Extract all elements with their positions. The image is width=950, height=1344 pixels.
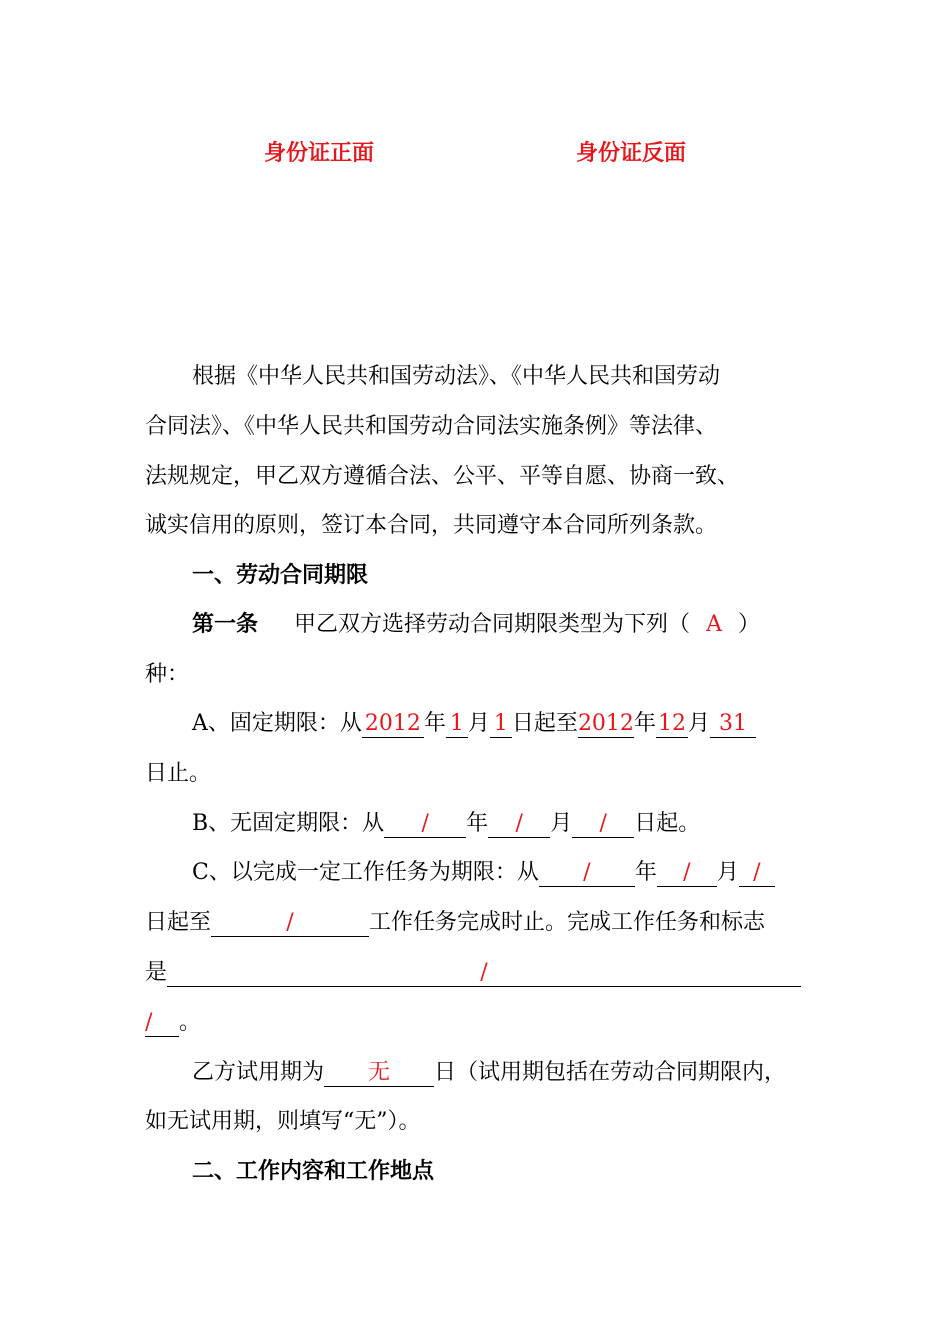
option-a-line-1 — [192, 709, 756, 739]
c-marker-field: / — [167, 960, 801, 987]
option-b-prefix: B、无固定期限：从 — [192, 811, 385, 836]
c-day-field: / — [739, 860, 775, 887]
option-c-line2-prefix: 日起至 — [145, 910, 212, 935]
id-card-front-label: 身份证正面 — [264, 141, 375, 166]
article-1 — [192, 610, 760, 640]
preamble-line-1: 根据《中华人民共和国劳动法》、《中华人民共和国劳动 — [192, 364, 721, 389]
article-1-text: 甲乙双方选择劳动合同期限类型为下列（ — [294, 612, 691, 637]
probation-line-1 — [192, 1058, 786, 1088]
c-year-field: / — [539, 860, 635, 887]
section-2-title: 二、工作内容和工作地点 — [192, 1159, 435, 1184]
month-label: 月 — [687, 711, 710, 736]
c-marker-field-2: / — [145, 1010, 179, 1037]
b-year-field: / — [384, 811, 466, 838]
option-c-line-4 — [145, 1008, 201, 1038]
probation-value-field: 无 — [324, 1060, 434, 1087]
end-month-field: 12 — [657, 711, 686, 736]
option-b-line — [192, 809, 700, 839]
option-c-line4-suffix: 。 — [179, 1010, 202, 1035]
b-month-field: / — [488, 811, 550, 838]
probation-line-2: 如无试用期，则填写“无”）。 — [145, 1109, 421, 1134]
month-label: 月 — [467, 711, 490, 736]
option-a-suffix: 日止。 — [145, 761, 212, 786]
c-month-field: / — [657, 860, 717, 887]
month-label: 月 — [716, 860, 739, 885]
preamble-line-4: 诚实信用的原则，签订本合同，共同遵守本合同所列条款。 — [145, 513, 718, 538]
year-label: 年 — [423, 711, 446, 736]
year-label: 年 — [466, 811, 489, 836]
article-1-tail: 种： — [145, 662, 190, 687]
option-c-line-1 — [192, 858, 775, 888]
option-b-suffix: 日起。 — [634, 811, 701, 836]
end-day-field: 31 — [710, 711, 756, 738]
section-1-title: 一、劳动合同期限 — [192, 563, 369, 588]
option-c-line-3 — [145, 958, 801, 988]
b-day-field: / — [572, 811, 634, 838]
month-label: 月 — [550, 811, 573, 836]
option-a-mid-text: 日起至 — [511, 711, 578, 736]
option-c-prefix: C、以完成一定工作任务为期限：从 — [192, 860, 539, 885]
end-year-field: 2012 — [577, 711, 634, 736]
probation-prefix: 乙方试用期为 — [192, 1060, 325, 1085]
year-label: 年 — [634, 860, 657, 885]
article-1-close: ） — [738, 612, 761, 637]
start-month-field: 1 — [446, 711, 468, 738]
year-label: 年 — [633, 711, 656, 736]
id-card-back-label: 身份证反面 — [576, 141, 687, 166]
probation-suffix: 日（试用期包括在劳动合同期限内， — [434, 1060, 787, 1085]
c-until-field: / — [211, 910, 369, 937]
article-1-choice: A — [706, 612, 722, 637]
start-day-field: 1 — [490, 711, 512, 738]
start-year-field: 2012 — [362, 711, 424, 738]
option-c-line3-prefix: 是 — [145, 960, 168, 985]
preamble-line-3: 法规规定，甲乙双方遵循合法、公平、平等自愿、协商一致、 — [145, 464, 740, 489]
article-1-label: 第一条 — [192, 612, 259, 637]
option-a-prefix: A、固定期限：从 — [192, 711, 362, 736]
preamble-line-2: 合同法》、《中华人民共和国劳动合同法实施条例》等法律、 — [145, 414, 718, 439]
option-c-line-2 — [145, 908, 765, 938]
option-c-line2-suffix: 工作任务完成时止。完成工作任务和标志 — [369, 910, 766, 935]
